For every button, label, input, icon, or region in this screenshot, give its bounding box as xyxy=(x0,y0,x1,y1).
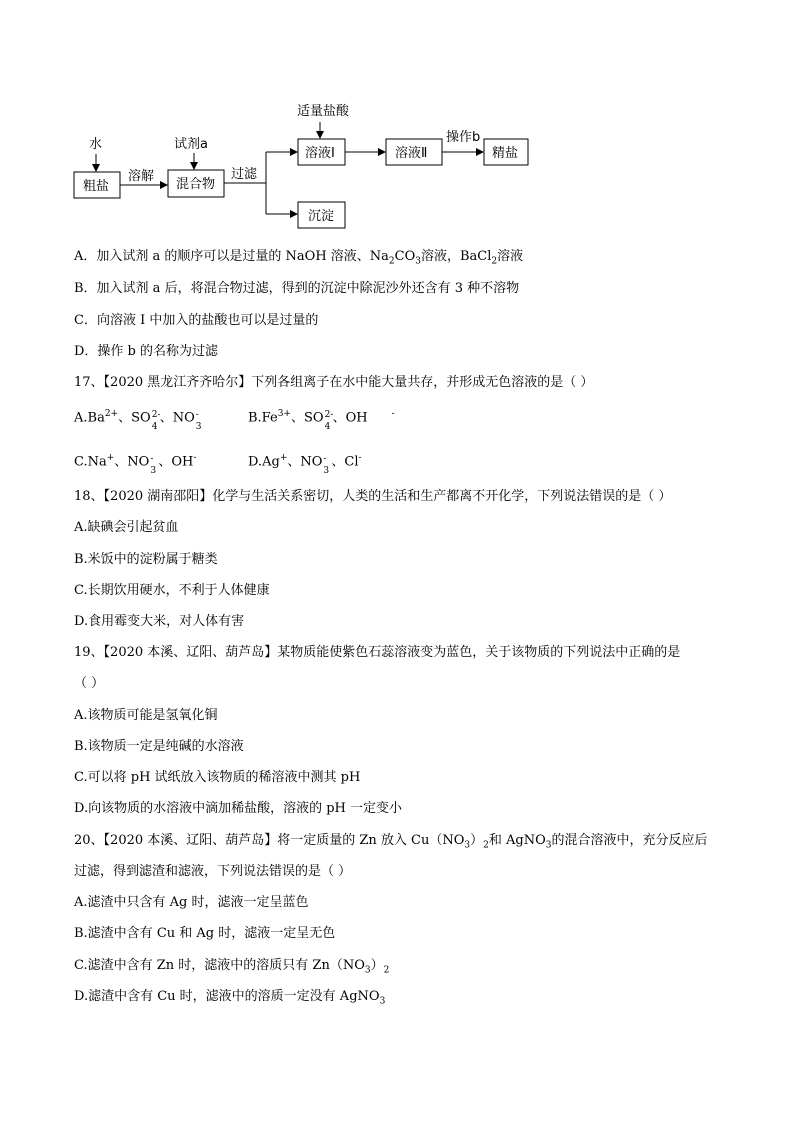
box-crude-salt-text: 粗盐 xyxy=(83,179,110,194)
q18-stem: 18、【2020 湖南邵阳】化学与生活关系密切，人类的生活和生产都离不开化学，下列说法错误的是（ ） xyxy=(74,489,672,504)
q16-option-d: D．操作 b 的名称为过滤 xyxy=(74,344,219,359)
q20-option-c: C.滤渣中含有 Zn 时，滤液中的溶质只有 $Zn(NO_3)_2$ xyxy=(74,958,390,976)
q19-option-a: A.该物质可能是氢氧化铜 xyxy=(74,708,218,723)
box-fine-salt-text: 精盐 xyxy=(492,146,519,161)
label-dissolve: 溶解 xyxy=(128,169,155,184)
q18-option-b: B.米饭中的淀粉属于糖类 xyxy=(74,552,218,567)
q19-stem: 19、【2020 本溪、辽阳、葫芦岛】某物质能使紫色石蕊溶液变为蓝色，关于该物质的下列说法中正确的是 xyxy=(74,645,681,660)
salt-purification-flowchart xyxy=(0,0,794,240)
q20-option-a: A.滤渣中只含有 Ag 时，滤液一定呈蓝色 xyxy=(74,895,309,910)
q17-option-d: D.Ag+、NO - 3 、Cl- xyxy=(248,453,362,476)
box-solution-1-text: 溶液Ⅰ xyxy=(305,146,335,161)
q16-option-c: C．向溶液 I 中加入的盐酸也可以是过量的 xyxy=(74,313,319,328)
q18-option-c: C.长期饮用硬水，不利于人体健康 xyxy=(74,583,270,598)
q19-option-c: C.可以将 pH 试纸放入该物质的稀溶液中测其 pH xyxy=(74,770,361,785)
q18-option-d: D.食用霉变大米，对人体有害 xyxy=(74,614,245,629)
q17-option-c: C.Na+、NO - 3 、OH- D.Ag+、NO - 3 、Cl- xyxy=(74,451,196,473)
box-mixture-text: 混合物 xyxy=(176,177,216,192)
q20-stem: 20、【2020 本溪、辽阳、葫芦岛】将一定质量的 Zn 放入 $Cu(NO_3)_2$和 AgNO$_3$的混合溶液中，充分反应后 xyxy=(74,833,708,851)
q19-stem-cont: （ ） xyxy=(74,676,105,691)
q19-option-b: B.该物质一定是纯碱的水溶液 xyxy=(74,739,244,754)
q17-option-b: $B.Fe^{3+}$、SO 2- 4 、OH - xyxy=(248,409,395,432)
label-water: 水 xyxy=(89,137,103,152)
q20-stem-cont: 过滤，得到滤渣和滤液，下列说法错误的是（ ） xyxy=(74,864,352,879)
q16-option-a: A．加入试剂 a 的顺序可以是过量的 NaOH 溶液、$Na_2CO_3$溶液，BaCl$_2$溶液 xyxy=(74,249,524,267)
label-hcl: 适量盐酸 xyxy=(297,104,350,119)
box-precipitate-text: 沉淀 xyxy=(308,209,335,224)
label-filter: 过滤 xyxy=(231,167,258,182)
label-reagent-a: 试剂a xyxy=(174,137,208,152)
label-op-b: 操作b xyxy=(446,130,481,145)
q16-option-b: B．加入试剂 a 后，将混合物过滤，得到的沉淀中除泥沙外还含有 3 种不溶物 xyxy=(74,281,520,296)
q17-stem: 17、【2020 黑龙江齐齐哈尔】下列各组离子在水中能大量共存，并形成无色溶液的是（ ） xyxy=(74,375,594,390)
box-solution-2-text: 溶液Ⅱ xyxy=(395,146,428,161)
q17-option-a: $A.Ba^{2+}$、SO 2- 4 、NO - 3 $B.Fe^{3+}$、SO 2- 4 、OH - xyxy=(74,407,204,429)
q20-option-d: D.滤渣中含有 Cu 时，滤液中的溶质一定没有 AgNO$_3$ xyxy=(74,989,386,1007)
q19-option-d: D.向该物质的水溶液中滴加稀盐酸，溶液的 pH 一定变小 xyxy=(74,801,403,816)
q18-option-a: A.缺碘会引起贫血 xyxy=(74,520,179,535)
q20-option-b: B.滤渣中含有 Cu 和 Ag 时，滤液一定呈无色 xyxy=(74,926,336,941)
